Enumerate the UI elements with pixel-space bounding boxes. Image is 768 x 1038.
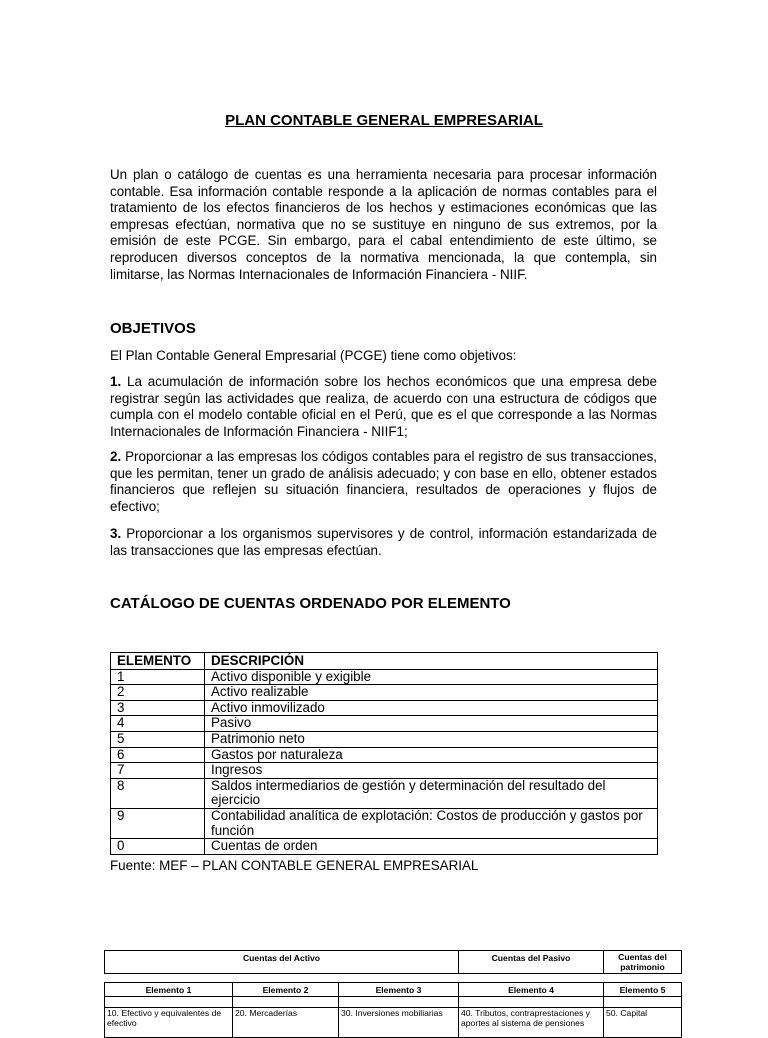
cuenta-cell: 50. Capital [604,1008,682,1038]
group-activo-cell: Cuentas del Activo [105,951,459,974]
objetivo-text: Proporcionar a las empresas los códigos contables para el registro de sus transacciones, que les permitan, tener un grado de análisis adecuado; y con base en ello, obtener estados financieros que reflejen su situación financiera, resultados de operaciones y flujos de efectivo; [110,449,657,514]
elemento-header-cell: Elemento 4 [459,983,604,997]
elemento-cell: 3 [111,700,205,716]
table-row [105,983,682,997]
descripcion-cell: Activo realizable [205,685,658,701]
objetivo-text: La acumulación de información sobre los hechos económicos que una empresa debe registrar según las actividades que realiza, de acuerdo con una estructura de códigos que cumpla con el modelo contable oficial en el Perú, que es el que corresponde a las Normas Internacionales de Información Financiera - NIIF1; [110,374,657,439]
page-title: PLAN CONTABLE GENERAL EMPRESARIAL [225,112,543,129]
elemento-cell: 5 [111,731,205,747]
descripcion-cell: Contabilidad analítica de explotación: Costos de producción y gastos por función [205,808,658,838]
empty-cell [604,997,682,1008]
objetivo-number: 3. [110,526,122,541]
objetivo-number: 1. [110,374,122,389]
table-row [111,747,658,763]
descripcion-cell: Activo inmovilizado [205,700,658,716]
descripcion-cell: Activo disponible y exigible [205,669,658,685]
cuentas-elementos-table [104,982,682,1038]
table-header-row [111,653,658,670]
table-row [111,685,658,701]
table-row [111,808,658,838]
objetivos-heading: OBJETIVOS [110,320,196,337]
empty-cell [233,997,339,1008]
empty-cell [105,997,233,1008]
objetivos-lead: El Plan Contable General Empresarial (PCGE) tiene como objetivos: [110,348,517,363]
cuenta-cell: 30. Inversiones mobiliarias [339,1008,459,1038]
empty-cell [459,997,604,1008]
table-row [105,951,682,974]
table-row [111,763,658,779]
objetivo-number: 2. [110,449,122,464]
cuentas-group-table [104,950,682,974]
empty-cell [339,997,459,1008]
elemento-cell: 9 [111,808,205,838]
column-header-elemento: ELEMENTO [111,653,205,670]
descripcion-cell: Pasivo [205,716,658,732]
table-row [111,716,658,732]
column-header-descripcion: DESCRIPCIÓN [205,653,658,670]
elemento-cell: 2 [111,685,205,701]
group-patrimonio-cell: Cuentas del patrimonio [604,951,682,974]
table-row [111,731,658,747]
group-pasivo-cell: Cuentas del Pasivo [459,951,604,974]
descripcion-cell: Patrimonio neto [205,731,658,747]
elemento-header-cell: Elemento 5 [604,983,682,997]
elemento-header-cell: Elemento 1 [105,983,233,997]
table-row [111,839,658,855]
elemento-header-cell: Elemento 2 [233,983,339,997]
cuenta-cell: 20. Mercaderías [233,1008,339,1038]
cuenta-cell: 10. Efectivo y equivalentes de efectivo [105,1008,233,1038]
elemento-cell: 6 [111,747,205,763]
elemento-cell: 1 [111,669,205,685]
intro-paragraph: Un plan o catálogo de cuentas es una herramienta necesaria para procesar información contable. Esa información contable responde a la aplicación de normas contables para el tratamiento de los efectos financieros de los hechos y estimaciones económicas que las empresas efectúan, normativa que no se sustituye en ninguno de sus extremos, por la emisión de este PCGE. Sin embargo, para el cabal entendimiento de este último, se reproducen diversos conceptos de la normativa mencionada, la que contempla, sin limitarse, las Normas Internacionales de Información Financiera - NIIF. [110,167,657,282]
descripcion-cell: Saldos intermediarios de gestión y determinación del resultado del ejercicio [205,778,658,808]
objetivo-item-3 [110,526,657,559]
descripcion-cell: Ingresos [205,763,658,779]
catalogo-table [110,652,658,855]
descripcion-cell: Gastos por naturaleza [205,747,658,763]
cuenta-cell: 40. Tributos, contraprestaciones y aportes al sistema de pensiones [459,1008,604,1038]
elemento-cell: 7 [111,763,205,779]
table-row [111,700,658,716]
table-row [105,997,682,1008]
table-row [111,669,658,685]
catalogo-heading: CATÁLOGO DE CUENTAS ORDENADO POR ELEMENTO [110,595,511,612]
table-source-note: Fuente: MEF – PLAN CONTABLE GENERAL EMPRESARIAL [110,858,479,873]
objetivo-item-2 [110,449,657,515]
objetivo-text: Proporcionar a los organismos supervisores y de control, información estandarizada de las transacciones que las empresas efectúan. [110,526,657,558]
descripcion-cell: Cuentas de orden [205,839,658,855]
elemento-cell: 8 [111,778,205,808]
table-row [105,1008,682,1038]
elemento-cell: 4 [111,716,205,732]
elemento-cell: 0 [111,839,205,855]
table-row [111,778,658,808]
objetivo-item-1 [110,374,657,440]
elemento-header-cell: Elemento 3 [339,983,459,997]
